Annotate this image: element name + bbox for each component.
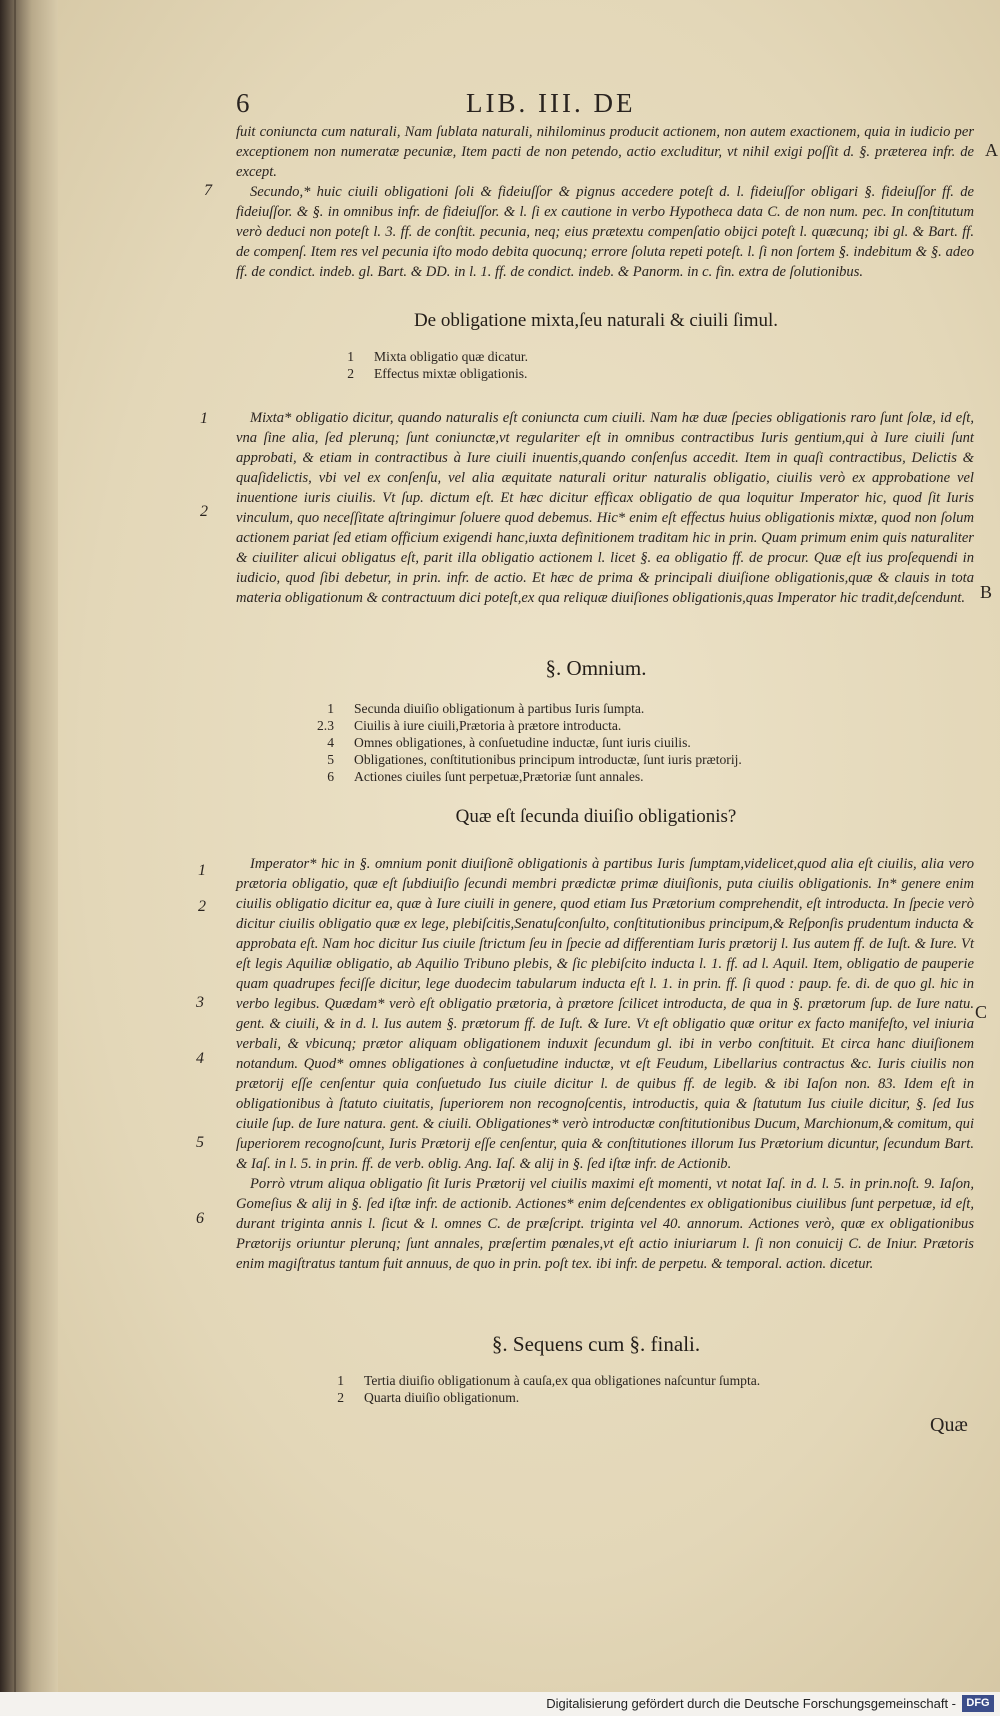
summary-item: 6 Actiones ciuiles ſunt perpetuæ,Prætoriæ ſunt annales. (327, 769, 644, 784)
margin-letter-b: B (980, 582, 993, 602)
margin-number: 1 (200, 410, 208, 427)
running-title: LIB. III. DE (466, 88, 636, 118)
summary-list-1 (320, 348, 940, 382)
text-block-3 (236, 854, 974, 1274)
book-gutter (0, 0, 58, 1716)
summary-item: 5 Obligationes, conſtitutionibus principum introductæ, ſunt iuris prætorij. (327, 752, 742, 767)
gutter-edge (14, 0, 16, 1716)
text-block-2 (236, 408, 974, 608)
margin-number: 2 (200, 503, 208, 520)
summary-item: 2 Effectus mixtæ obligationis. (347, 366, 528, 381)
dfg-logo: DFG (962, 1695, 994, 1712)
summary-item: 2 Quarta diuiſio obligationum. (337, 1390, 520, 1405)
page-number: 6 (236, 88, 250, 118)
summary-item: 1 Tertia diuiſio obligationum à cauſa,ex qua obligationes naſcuntur ſumpta. (337, 1373, 761, 1388)
section-heading-mixta: De obligatione mixta,ſeu naturali & ciuili ſimul. (413, 310, 779, 331)
summary-item: 1 Mixta obligatio quæ dicatur. (347, 349, 529, 364)
section-heading-question: Quæ eſt ſecunda diuiſio obligationis? (455, 806, 737, 827)
catchword: Quæ (930, 1414, 968, 1436)
margin-number: 4 (196, 1050, 204, 1067)
margin-number: 5 (196, 1134, 204, 1151)
summary-list-4 (310, 1372, 930, 1406)
footer-credit: Digitalisierung gefördert durch die Deutsche Forschungsgemeinschaft - (546, 1696, 956, 1711)
summary-item: 2.3 Ciuilis à iure ciuili,Prætoria à prætore introducta. (317, 718, 622, 733)
margin-number: 7 (204, 182, 212, 199)
margin-number: 3 (196, 994, 204, 1011)
paragraph: Imperator* hic in §. omnium ponit diuiſionẽ obligationis à partibus Iuris ſumptam,videlicet,quod alia eſt ciuilis, alia vero prætoria obligatio, quæ eſt ſubdiuiſio ſecundi membri prædictæ primæ diuiſionis, puta ciuilis obligationis. In* genere enim ciuilis obligatio dicitur ea, quæ à Iure ciuili in genere, quod etiam Ius Prætorium comprehendit, eſt introducta. In ſpecie verò dicitur ciuilis obligatio quæ ex lege, plebiſcitis,Senatuſconſulto, conſtitutionibus principum,& Reſponſis prudentum inducta & approbata eſt. Nam hoc dicitur Ius ciuile ſtrictum ſeu in ſpecie ad differentiam Iuris prætorij l. Ius autem ff. de Iuſt. & Iure. Vt eſt legis Aquiliæ obligatio, ab Aquilio Tribuno plebis, & ſic plebiſcito inducta l. 1. ff. ad l. Aquil. Item, obligatio de pauperie quam quadrupes feciſſe dicitur, lege duodecim tabularum inducta eſt l. 1. in prin. ff. ſi quod : paup. fe. di. de quo gl. hic in verbo legibus. Quædam* verò eſt obligatio prætoria, à prætore ſcilicet introducta, de qua in §. prætorum ſup. de Iure natu. gent. & ciuili, & in d. l. Ius autem §. prætorum ff. de Iuſt. & Iure. Vt eſt obligatio quæ oritur ex facto manifeſto, vel iniuria verbali, & vbicunq; prætor aliquam obligationem induxit ſecundum gl. ibi in verbo conſtituit. Et circa hanc diuiſionem notandum. Quod* omnes obligationes à conſuetudine inductæ, vt eſt Feudum, Libellarius contractus &c. Iuris ciuilis non prætorij eſſe cenſentur quia conſuetudo Ius ciuile dicitur l. de quibus ff. de legib. & ibi Iaſon non. 83. Idem eſt in obligationibus à ſtatuto ciuitatis, ſuperiorem non recognoſcentis, introductis, quia & ſtatutum Ius ciuile dicitur, §. ſed Ius ciuile ſup. de Iure natura. gent. & ciuili. Obligationes* verò introductæ conſtitutionibus Ducum, Marchionum,& comitum, qui ſuperiorem recognoſcunt, Iuris Prætorij eſſe cenſentur, quia & conſtitutiones illorum Ius Prætorium dicuntur, ſecundum Bart. & Iaſ. in l. 5. in prin. ff. de verb. oblig. Ang. Iaſ. & alij in §. ſed iſtæ infr. de Actionib. (236, 856, 974, 1172)
text-block-1 (236, 122, 974, 282)
margin-letter-c: C (975, 1002, 988, 1022)
digitization-footer (0, 1692, 1000, 1716)
paragraph: Porrò vtrum aliqua obligatio ſit Iuris Prætorij vel ciuilis maximi eſt momenti, vt notat Iaſ. in d. l. 5. in prin.noſt. 9. Iaſon, Gomeſius & alij in §. ſed iſtæ infr. de actionib. Actiones* enim deſcendentes ex obligationibus ciuilibus ſunt perpetuæ, id eſt, durant triginta annis l. ſicut & l. omnes C. de præſcript. triginta vel 40. annorum. Actiones verò, quæ ex obligationibus Prætorijs oriuntur plerunq; ſunt annales, præſertim pœnales,vt eſt actio iniuriarum l. ſi non conuicij C. de Iniur. Prætoris enim magiſtratus tantum fuit annuus, de quo in prin. poſt tex. ibi infr. de perpetu. & temporal. action. dicetur. (236, 1176, 974, 1272)
paragraph: Mixta* obligatio dicitur, quando naturalis eſt coniuncta cum ciuili. Nam hæ duæ ſpecies obligationis raro ſunt ſolæ, id eſt, vna ſine alia, ſed plerunq; ſunt coniunctæ,vt regulariter eſt in omnibus contractibus Iuris gentium,qui à Iure ciuili ſunt approbati, & etiam in contractibus à Iure ciuili inuentis,quando conſenſus accedit. Item in quaſi contractibus, Delictis & quaſidelictis, vbi vel ex conſenſu, vel alia æquitate naturali oritur naturalis obligatio, ciuilis verò ex approbatione vel inuentione iuris ciuilis. Vt ſup. dictum eſt. Et hæc dicitur efficax obligatio de qua loquitur Imperator hic, quod ſit Iuris vinculum, quo neceſſitate aſtringimur ſoluere quod debemus. Hic* enim eſt effectus huius obligationis mixtæ, quod non ſolum actionem pariat ſed etiam officium exigendi hanc,iuxta definitionem traditam hic in prin. Quam primum enim quis naturaliter & ciuiliter alicui obligatus eſt, parit illa obligatio actionem l. licet §. ea obligatio ff. de procur. Quæ eſt ius proſequendi in iudicio, quod ſibi debetur, in prin. infr. de actio. Et hæc de prima & principali diuiſione obligationis,quæ & clauis in tota materia obligationum & contractuum dici poteſt,ex qua reliquæ diuiſiones obligationis,quas Imperator hic tradit,deſcendunt. (236, 410, 974, 606)
section-heading-omnium: §. Omnium. (545, 656, 647, 680)
summary-list-2 (300, 700, 920, 785)
section-heading-sequens: §. Sequens cum §. finali. (491, 1332, 701, 1356)
margin-letter-a: A (985, 140, 998, 160)
paragraph: fuit coniuncta cum naturali, Nam ſublata naturali, nihilominus producit actionem, non autem exactionem, quia in iudicio per exceptionem non numeratæ pecuniæ, Item pacti de non petendo, actio excluditur, vt nihil exigi poſſit d. §. præterea infr. de except. (236, 124, 974, 180)
summary-item: 1 Secunda diuiſio obligationum à partibus Iuris ſumpta. (327, 701, 645, 716)
margin-number: 6 (196, 1210, 204, 1227)
running-header (236, 88, 956, 122)
paragraph: Secundo,* huic ciuili obligationi ſoli & fideiuſſor & pignus accedere poteſt d. l. fideiuſſor obligari §. fideiuſſor ff. de fideiuſſor. & §. in omnibus infr. de fideiuſſor. & l. ſi ex cautione in verbo Hypotheca data C. de non num. pec. In conſtitutum verò deduci non poteſt l. 3. ff. de conſtit. pecunia, neq; eius prætextu compenſatio obijci poteſt l. quæcunq; ibi gl. & Bart. ff. de compenſ. Item res vel pecunia iſto modo debita quocunq; errore ſoluta repeti poteſt. l. ſi non ſortem §. indebitum & §. adeo ff. de condict. indeb. gl. Bart. & DD. in l. 1. ff. de condict. indeb. & Panorm. in c. fin. extra de ſolutionibus. (236, 184, 974, 280)
margin-number: 1 (198, 862, 206, 879)
summary-item: 4 Omnes obligationes, à conſuetudine inductæ, ſunt iuris ciuilis. (327, 735, 691, 750)
margin-number: 2 (198, 898, 206, 915)
